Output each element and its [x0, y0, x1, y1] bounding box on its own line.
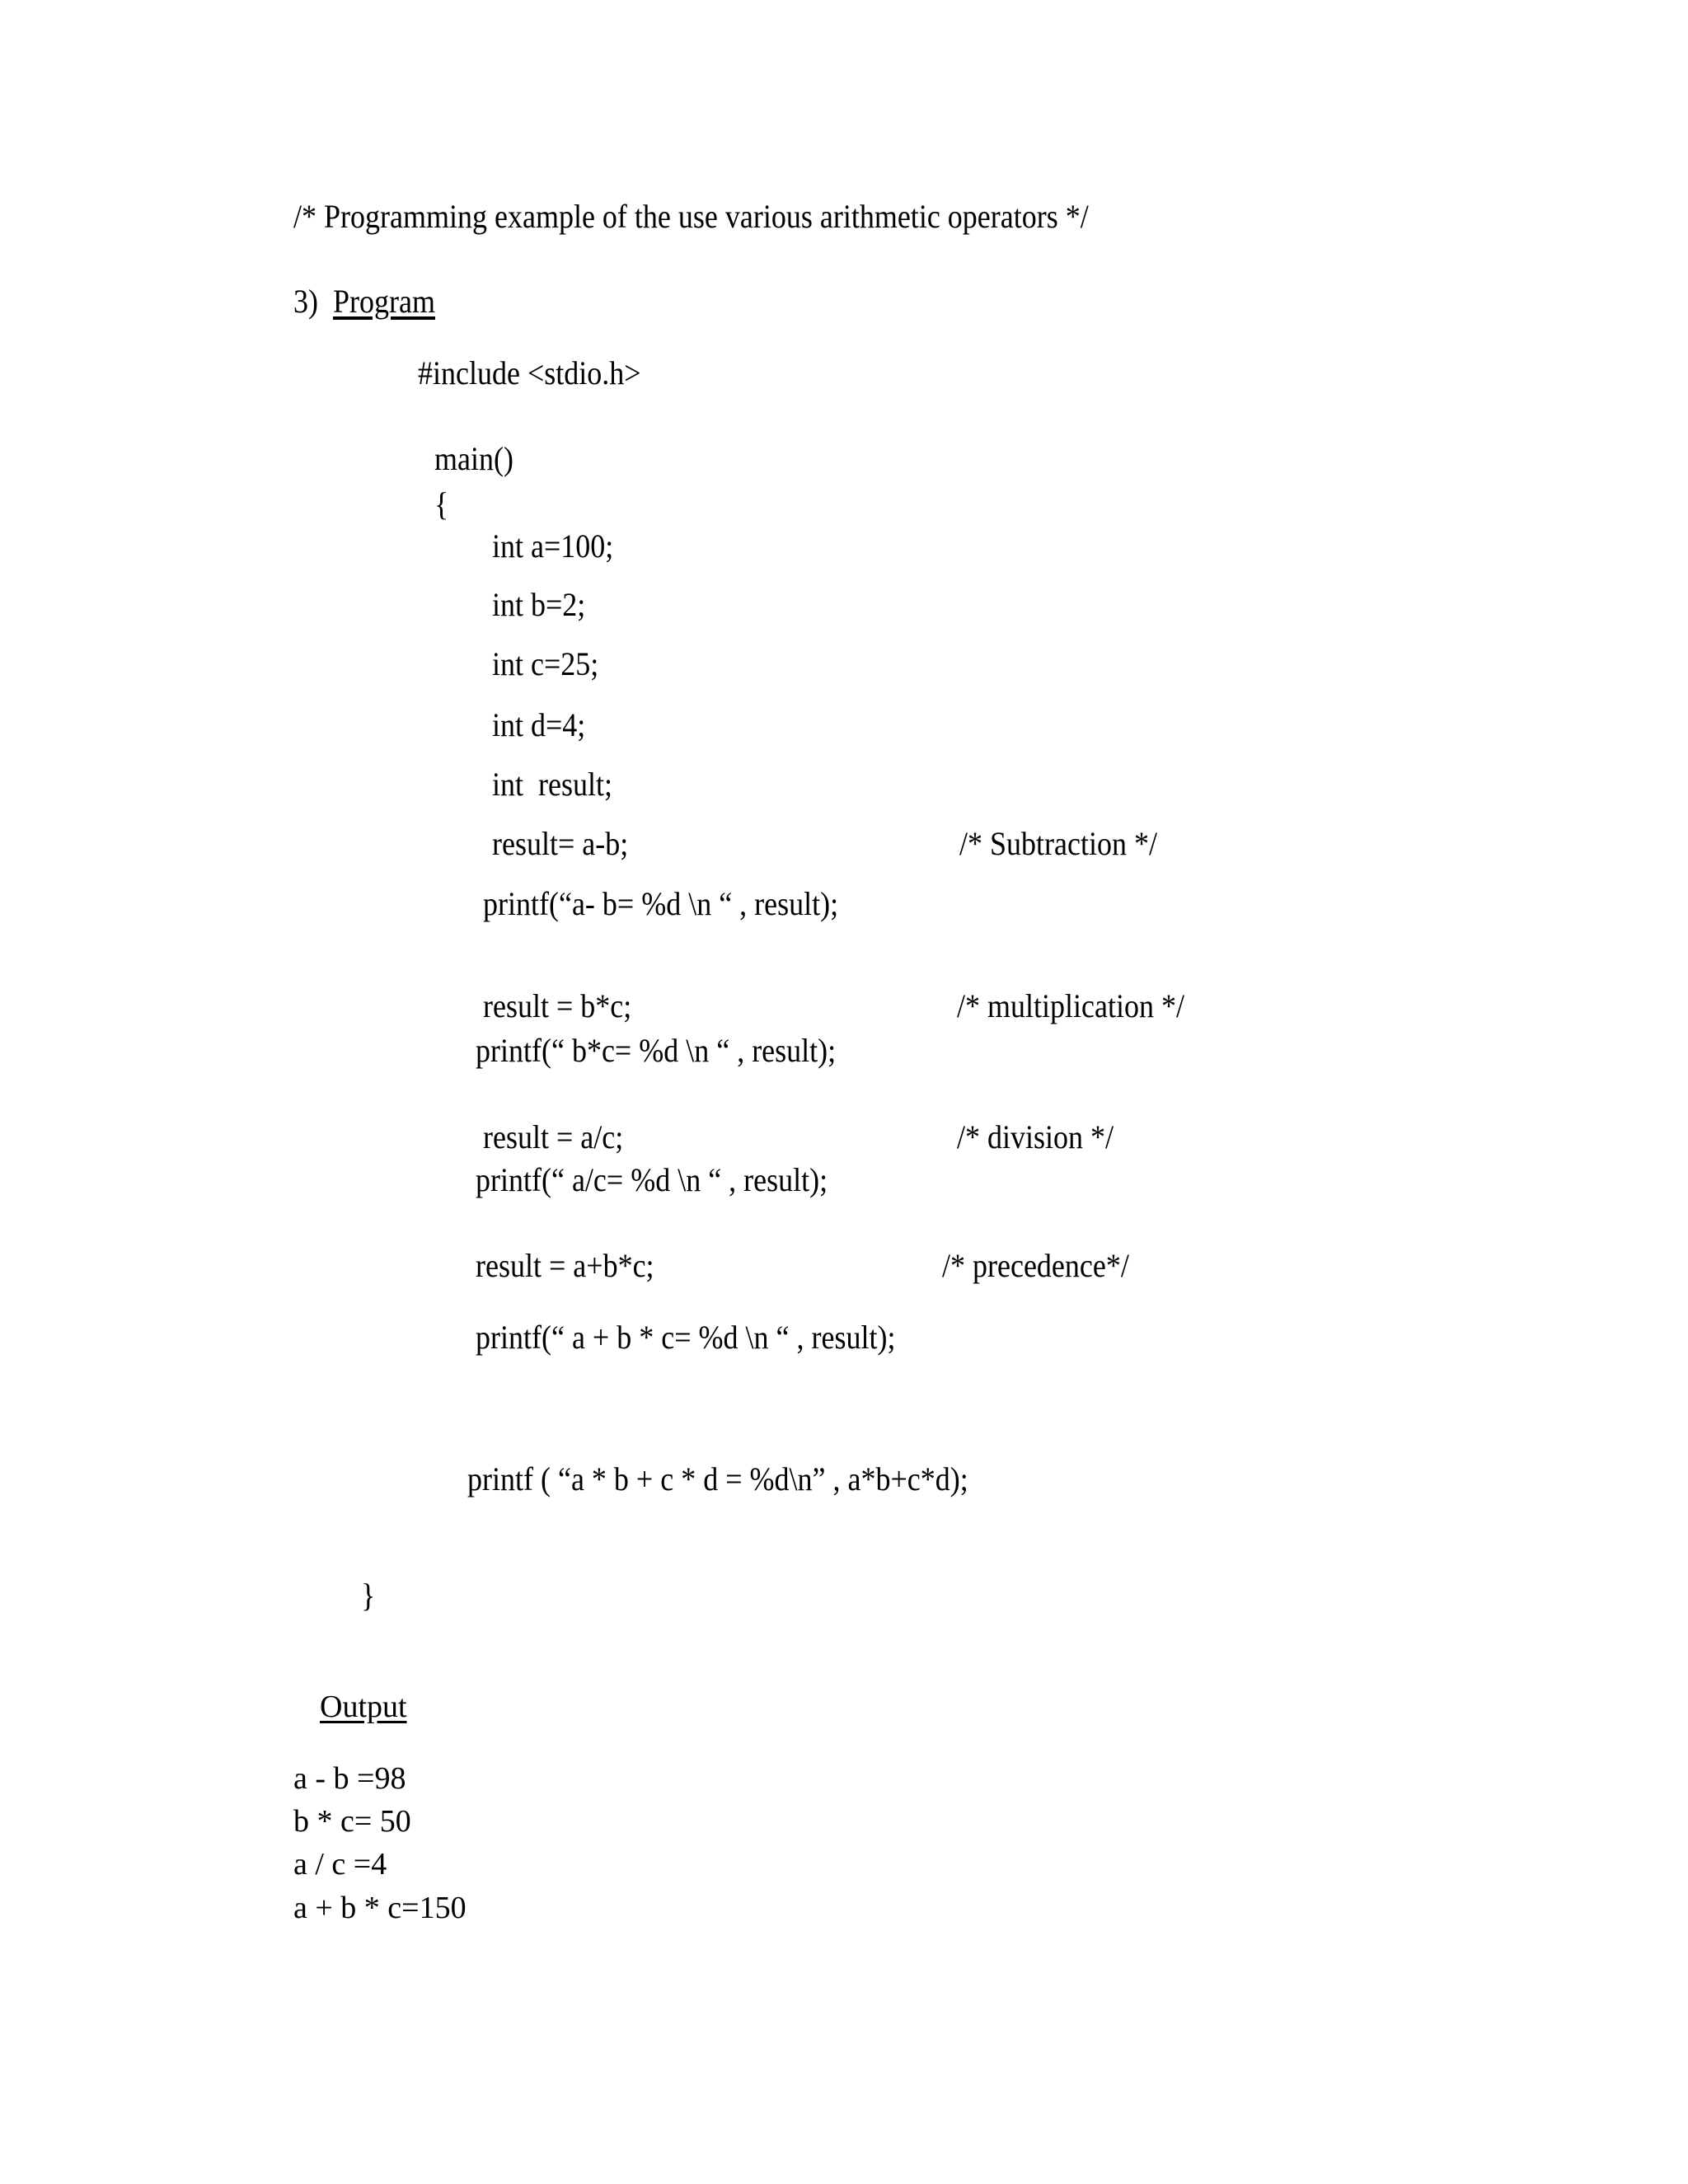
code-close-brace: } [361, 1577, 376, 1614]
code-decl-c: int c=25; [492, 645, 599, 682]
output-line: b * c= 50 [293, 1804, 411, 1839]
section-label: Program [332, 283, 435, 320]
code-mul-printf: printf(“ b*c= %d \n “ , result); [476, 1032, 837, 1069]
code-div-printf: printf(“ a/c= %d \n “ , result); [476, 1161, 828, 1198]
code-include: #include <stdio.h> [418, 354, 641, 391]
code-main: main() [434, 440, 513, 477]
code-mul-stmt: result = b*c; [483, 987, 632, 1024]
code-sub-stmt: result= a-b; [492, 825, 629, 862]
output-line: a / c =4 [293, 1847, 387, 1882]
section-title [293, 282, 435, 321]
code-prec-printf: printf(“ a + b * c= %d \n “ , result); [476, 1319, 896, 1356]
code-decl-d: int d=4; [492, 706, 586, 743]
page-heading: /* Programming example of the use various arithmetic operators */ [293, 198, 1089, 235]
code-last-printf: printf ( “a * b + c * d = %d\n” , a*b+c*d); [467, 1460, 968, 1497]
code-decl-a: int a=100; [492, 527, 614, 565]
section-number: 3) [293, 283, 318, 320]
code-sub-comment: /* Subtraction */ [959, 825, 1157, 862]
code-mul-comment: /* multiplication */ [957, 987, 1184, 1024]
output-line: a + b * c=150 [293, 1891, 467, 1925]
code-div-stmt: result = a/c; [483, 1118, 624, 1155]
code-decl-result: int result; [492, 766, 612, 803]
code-prec-stmt: result = a+b*c; [476, 1247, 654, 1284]
code-sub-printf: printf(“a- b= %d \n “ , result); [483, 885, 839, 922]
output-line: a - b =98 [293, 1761, 406, 1796]
code-prec-comment: /* precedence*/ [942, 1247, 1129, 1284]
code-open-brace: { [434, 485, 449, 523]
code-decl-b: int b=2; [492, 586, 586, 623]
code-div-comment: /* division */ [957, 1118, 1114, 1155]
output-title: Output [320, 1690, 407, 1724]
